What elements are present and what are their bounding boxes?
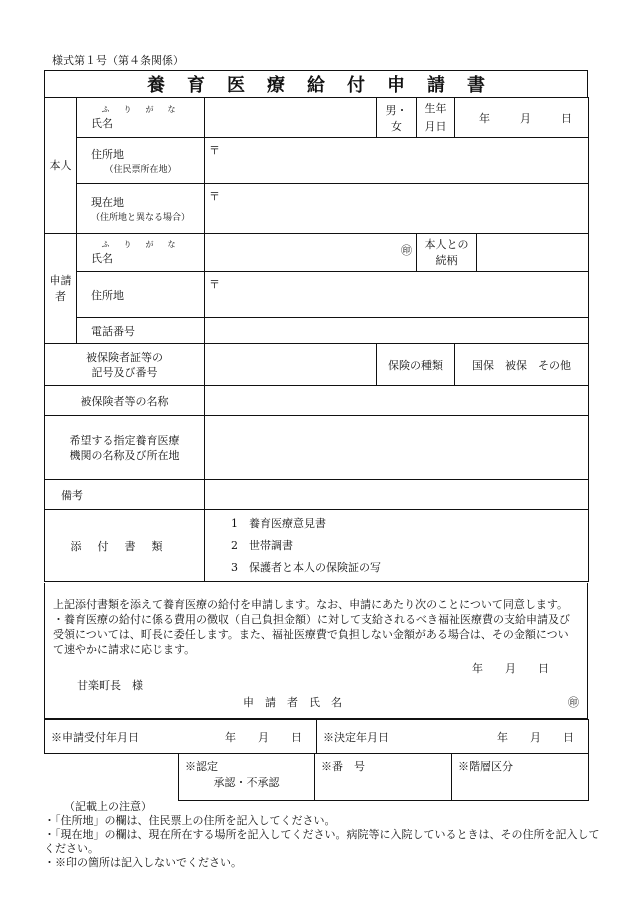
insurance-number-field[interactable] [205, 344, 377, 386]
form-title: 養育医療給付申請書 [44, 70, 588, 98]
person-current-field[interactable]: 〒 [205, 184, 589, 234]
person-address-field[interactable]: 〒 [205, 138, 589, 184]
insured-name-field[interactable] [205, 386, 589, 416]
note-item: ・「住所地」の欄は、住民票上の住所を記入してください。 [44, 814, 336, 827]
attachments-list [205, 510, 589, 582]
decided-date-cell[interactable]: ※決定年月日 年 月 日 [317, 720, 589, 754]
applicant-name-label: ふりがな 氏名 [77, 234, 205, 272]
form-number-label: 様式第１号（第４条関係） [52, 54, 184, 67]
institution-label: 希望する指定養育医療 機関の名称及び所在地 [45, 416, 205, 480]
number-cell[interactable]: ※番 号 [315, 754, 452, 801]
insurance-type-label: 保険の種類 [377, 344, 455, 386]
signature-seal-mark: ㊞ [568, 696, 579, 709]
applicant-phone-field[interactable] [205, 318, 589, 344]
consent-section [44, 583, 588, 719]
applicant-address-label: 住所地 [77, 272, 205, 318]
notes-heading: （記載上の注意） [64, 800, 152, 813]
application-table [44, 97, 589, 582]
remarks-field[interactable] [205, 480, 589, 510]
person-address-label: 住所地 （住民票所在地） [77, 138, 205, 184]
remarks-label: 備考 [45, 480, 205, 510]
office-use-table [44, 719, 589, 754]
received-date-cell[interactable]: ※申請受付年月日 年 月 日 [45, 720, 317, 754]
person-dob-label: 生年 月日 [417, 98, 455, 138]
addressee: 甘楽町長 様 [77, 679, 143, 692]
person-name-field[interactable] [205, 98, 377, 138]
insurance-type-field[interactable]: 国保 被保 その他 [455, 344, 589, 386]
approval-cell[interactable]: ※認定 承認・不承認 [179, 754, 315, 801]
insured-name-label: 被保険者等の名称 [45, 386, 205, 416]
tier-cell[interactable]: ※階層区分 [452, 754, 589, 801]
applicant-side-label: 申請者 [45, 234, 77, 344]
person-name-label: ふりがな 氏名 [77, 98, 205, 138]
consent-delegation: ・養育医療の給付に係る費用の徴収（自己負担金額）に対して支給されるべき福祉医療費の支給申請及び受領については、町長に委任します。また、福祉医療費で負担しない金額がある場合は、その金額について速やかに請求に応じます。 [53, 613, 570, 656]
attachment-item: 2 世帯調書 [231, 538, 293, 552]
relation-field[interactable] [477, 234, 589, 272]
attachments-label: 添付書類 [45, 510, 205, 582]
person-sex-field[interactable]: 男・女 [377, 98, 417, 138]
applicant-address-field[interactable]: 〒 [205, 272, 589, 318]
applicant-signature-label: 申 請 者 氏 名 [243, 696, 342, 709]
seal-mark: ㊞ [401, 244, 412, 257]
note-item: ・「現在地」の欄は、現在所在する場所を記入してください。病院等に入院しているときは、その住所を記入してください。 [44, 828, 600, 855]
consent-date[interactable]: 年 月 日 [472, 662, 549, 675]
person-side-label: 本人 [45, 98, 77, 234]
applicant-phone-label: 電話番号 [77, 318, 205, 344]
attachment-item: 1 養育医療意見書 [231, 516, 326, 530]
office-use-table-2 [178, 753, 589, 801]
applicant-name-field[interactable] [205, 234, 417, 272]
attachment-item: 3 保護者と本人の保険証の写 [231, 560, 381, 574]
consent-statement: 上記添付書類を添えて養育医療の給付を申請します。なお、申請にあたり次のことについて同意します。 [53, 598, 569, 611]
person-dob-field[interactable]: 年 月 日 [455, 98, 589, 138]
person-current-label: 現在地 （住所地と異なる場合） [77, 184, 205, 234]
institution-field[interactable] [205, 416, 589, 480]
note-item: ・※印の箇所は記入しないでください。 [44, 856, 242, 869]
notes-section [44, 800, 604, 870]
insurance-number-label: 被保険者証等の 記号及び番号 [45, 344, 205, 386]
relation-label: 本人との 続柄 [417, 234, 477, 272]
